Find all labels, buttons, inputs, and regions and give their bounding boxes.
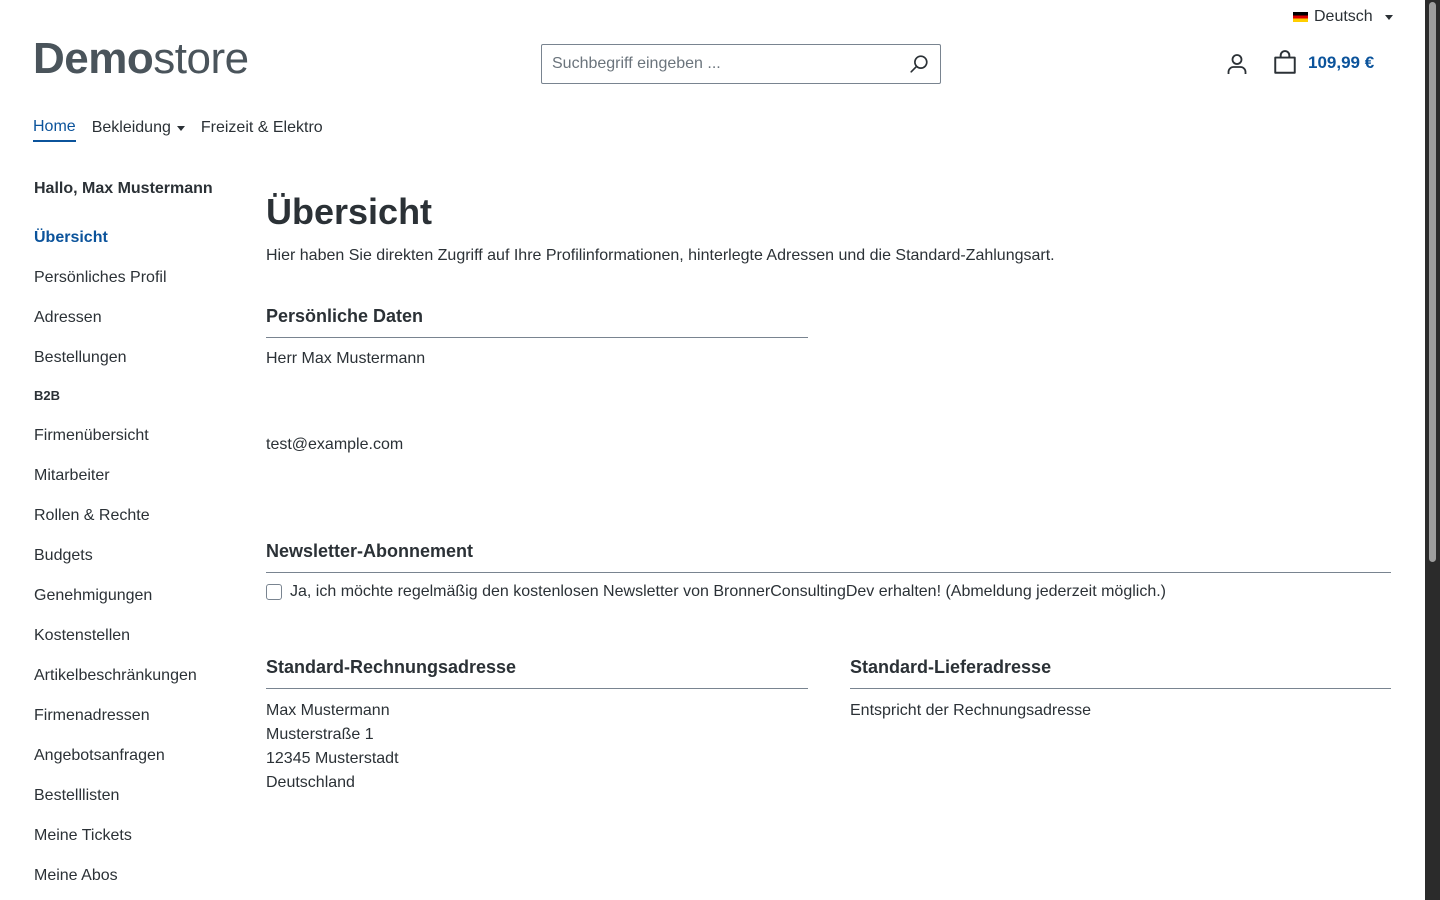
sidebar-item-subscriptions[interactable]: Meine Abos [34, 867, 118, 884]
scrollbar[interactable] [1425, 0, 1440, 900]
newsletter-label: Ja, ich möchte regelmäßig den kostenlosen Newsletter von BronnerConsultingDev erhalten! (Abmeldung jederzeit möglich.) [290, 583, 1166, 600]
account-icon[interactable] [1225, 52, 1249, 76]
newsletter-option[interactable] [266, 583, 1391, 601]
cart-total: 109,99 € [1308, 53, 1375, 72]
personal-data-title: Persönliche Daten [266, 306, 808, 338]
language-label: Deutsch [1314, 8, 1373, 25]
sidebar-greeting: Hallo, Max Mustermann [34, 180, 213, 197]
billing-address [266, 699, 808, 795]
customer-name: Herr Max Mustermann [266, 350, 426, 367]
sidebar-item-roles[interactable]: Rollen & Rechte [34, 507, 150, 524]
sidebar-item-order-lists[interactable]: Bestelllisten [34, 787, 120, 804]
nav-item-bekleidung[interactable] [92, 118, 185, 142]
nav-item-label: Bekleidung [91, 119, 171, 136]
sidebar-item-budgets[interactable]: Budgets [34, 547, 93, 564]
sidebar-item-company-overview[interactable]: Firmenübersicht [34, 427, 149, 444]
sidebar-item-overview[interactable]: Übersicht [34, 229, 108, 246]
address-line: Max Mustermann [266, 702, 390, 719]
logo-text-light: store [153, 34, 249, 83]
search-icon [908, 53, 930, 75]
newsletter-card [266, 541, 1391, 601]
sidebar-item-quote-requests[interactable]: Angebotsanfragen [34, 747, 165, 764]
nav-item-freizeit-elektro[interactable] [201, 118, 323, 142]
cart-button[interactable] [1272, 50, 1374, 76]
sidebar-item-company-addresses[interactable]: Firmenadressen [34, 707, 150, 724]
sidebar-item-approvals[interactable]: Genehmigungen [34, 587, 153, 604]
store-logo[interactable] [33, 34, 249, 83]
nav-item-label: Home [33, 118, 76, 135]
sidebar-item-profile[interactable]: Persönliches Profil [34, 269, 167, 286]
customer-email: test@example.com [266, 436, 404, 453]
shopping-bag-icon [1272, 50, 1298, 76]
page-intro: Hier haben Sie direkten Zugriff auf Ihre Profilinformationen, hinterlegte Adressen und die Standard-Zahlungsart. [266, 247, 1055, 265]
shipping-address-text: Entspricht der Rechnungsadresse [850, 702, 1092, 719]
chevron-down-icon [1385, 15, 1393, 20]
sidebar-item-employees[interactable]: Mitarbeiter [34, 467, 110, 484]
sidebar-item-tickets[interactable]: Meine Tickets [34, 827, 132, 844]
personal-data-card [266, 306, 808, 454]
sidebar-item-cost-centers[interactable]: Kostenstellen [34, 627, 131, 644]
main-navigation [33, 118, 323, 142]
sidebar-item-orders[interactable]: Bestellungen [34, 349, 127, 366]
sidebar-item-addresses[interactable]: Adressen [34, 309, 102, 326]
account-sidebar [34, 180, 244, 900]
billing-address-card [266, 657, 808, 795]
language-switcher[interactable] [1293, 8, 1393, 26]
search-button[interactable] [898, 45, 940, 83]
nav-item-label: Freizeit & Elektro [200, 119, 323, 136]
newsletter-checkbox[interactable] [266, 584, 282, 600]
nav-item-home[interactable] [33, 118, 76, 142]
address-line: 12345 Musterstadt [266, 750, 399, 767]
search-box [541, 44, 941, 84]
address-line: Deutschland [266, 774, 355, 791]
shipping-address-title: Standard-Lieferadresse [850, 657, 1391, 689]
german-flag-icon [1293, 12, 1308, 22]
page-title: Übersicht [266, 191, 433, 232]
billing-address-title: Standard-Rechnungsadresse [266, 657, 808, 689]
shipping-address-card [850, 657, 1391, 723]
logo-text-bold: Demo [33, 34, 154, 83]
newsletter-title: Newsletter-Abonnement [266, 541, 1391, 573]
chevron-down-icon [177, 126, 185, 131]
sidebar-item-product-restrictions[interactable]: Artikelbeschränkungen [34, 667, 197, 684]
account-overview [266, 190, 1391, 791]
sidebar-heading-b2b: B2B [34, 388, 61, 403]
address-line: Musterstraße 1 [266, 726, 374, 743]
search-input[interactable] [542, 45, 898, 83]
scrollbar-thumb[interactable] [1429, 2, 1436, 562]
